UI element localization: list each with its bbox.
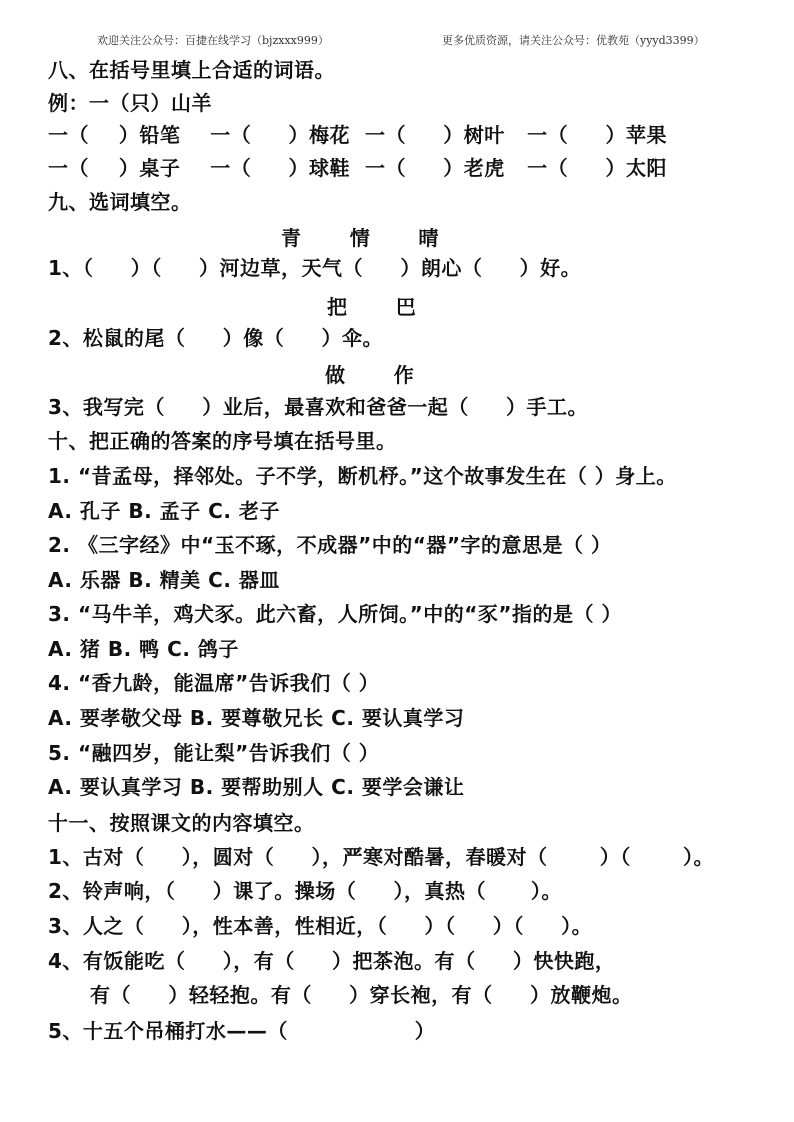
header-left-notice: 欢迎关注公众号：百捷在线学习（bjzxxx999） (97, 34, 329, 47)
section-9-title: 九、选词填空。 (48, 190, 192, 214)
section-10-answers-1: A. 孔子 B. 孟子 C. 老子 (48, 499, 280, 523)
section-11-question-4b: 有（ ）轻轻抱。有（ ）穿长袍，有（ ）放鞭炮。 (90, 983, 633, 1007)
section-11-question-4a: 4、有饭能吃（ ），有（ ）把茶泡。有（ ）快快跑， (48, 949, 616, 973)
word-choices-3: 做 作 (325, 363, 414, 387)
section-10-question-5: 5. “融四岁，能让梨”告诉我们（ ） (48, 741, 380, 765)
section-9-question-2: 2、松鼠的尾（ ）像（ ）伞。 (48, 326, 384, 350)
section-10-answers-2: A. 乐器 B. 精美 C. 器皿 (48, 568, 280, 592)
section-10-question-4: 4. “香九龄，能温席”告诉我们（ ） (48, 671, 380, 695)
section-11-question-3: 3、人之（ ），性本善，性相近，（ ）（ ）（ ）。 (48, 914, 593, 938)
header-right-notice: 更多优质资源，请关注公众号：优教苑（yyyd3399） (442, 34, 705, 47)
section-9-question-3: 3、我写完（ ）业后，最喜欢和爸爸一起（ ）手工。 (48, 395, 589, 419)
section-11-question-1: 1、古对（ ），圆对（ ），严寒对酷暑，春暖对（ ）（ ）。 (48, 845, 715, 869)
section-8-example: 例：一（只）山羊 (48, 91, 212, 115)
word-choices-2: 把 巴 (327, 295, 416, 319)
section-8-row-1: 一（ ）铅笔 一（ ）梅花 一（ ）树叶 一（ ）苹果 (48, 123, 667, 147)
section-8-title: 八、在括号里填上合适的词语。 (48, 58, 335, 82)
section-8-row-2: 一（ ）桌子 一（ ）球鞋 一（ ）老虎 一（ ）太阳 (48, 156, 667, 180)
section-11-title: 十一、按照课文的内容填空。 (48, 811, 315, 835)
section-10-question-3: 3. “马牛羊，鸡犬豕。此六畜，人所饲。”中的“豕”指的是（ ） (48, 602, 623, 626)
section-9-question-1: 1、（ ）（ ）河边草，天气（ ）朗心（ ）好。 (48, 256, 582, 280)
section-10-question-2: 2. 《三字经》中“玉不琢，不成器”中的“器”字的意思是（ ） (48, 533, 612, 557)
section-10-answers-4: A. 要孝敬父母 B. 要尊敬兄长 C. 要认真学习 (48, 706, 465, 730)
section-10-answers-3: A. 猪 B. 鸭 C. 鸽子 (48, 637, 239, 661)
section-10-title: 十、把正确的答案的序号填在括号里。 (48, 429, 397, 453)
word-choices-1: 青 情 晴 (281, 226, 439, 250)
section-11-question-5: 5、十五个吊桶打水——（ ） (48, 1019, 436, 1043)
section-11-question-2: 2、铃声响，（ ）课了。操场（ ），真热（ ）。 (48, 879, 562, 903)
section-10-answers-5: A. 要认真学习 B. 要帮助别人 C. 要学会谦让 (48, 775, 465, 799)
section-10-question-1: 1. “昔孟母，择邻处。子不学，断机杼。”这个故事发生在（ ）身上。 (48, 464, 677, 488)
